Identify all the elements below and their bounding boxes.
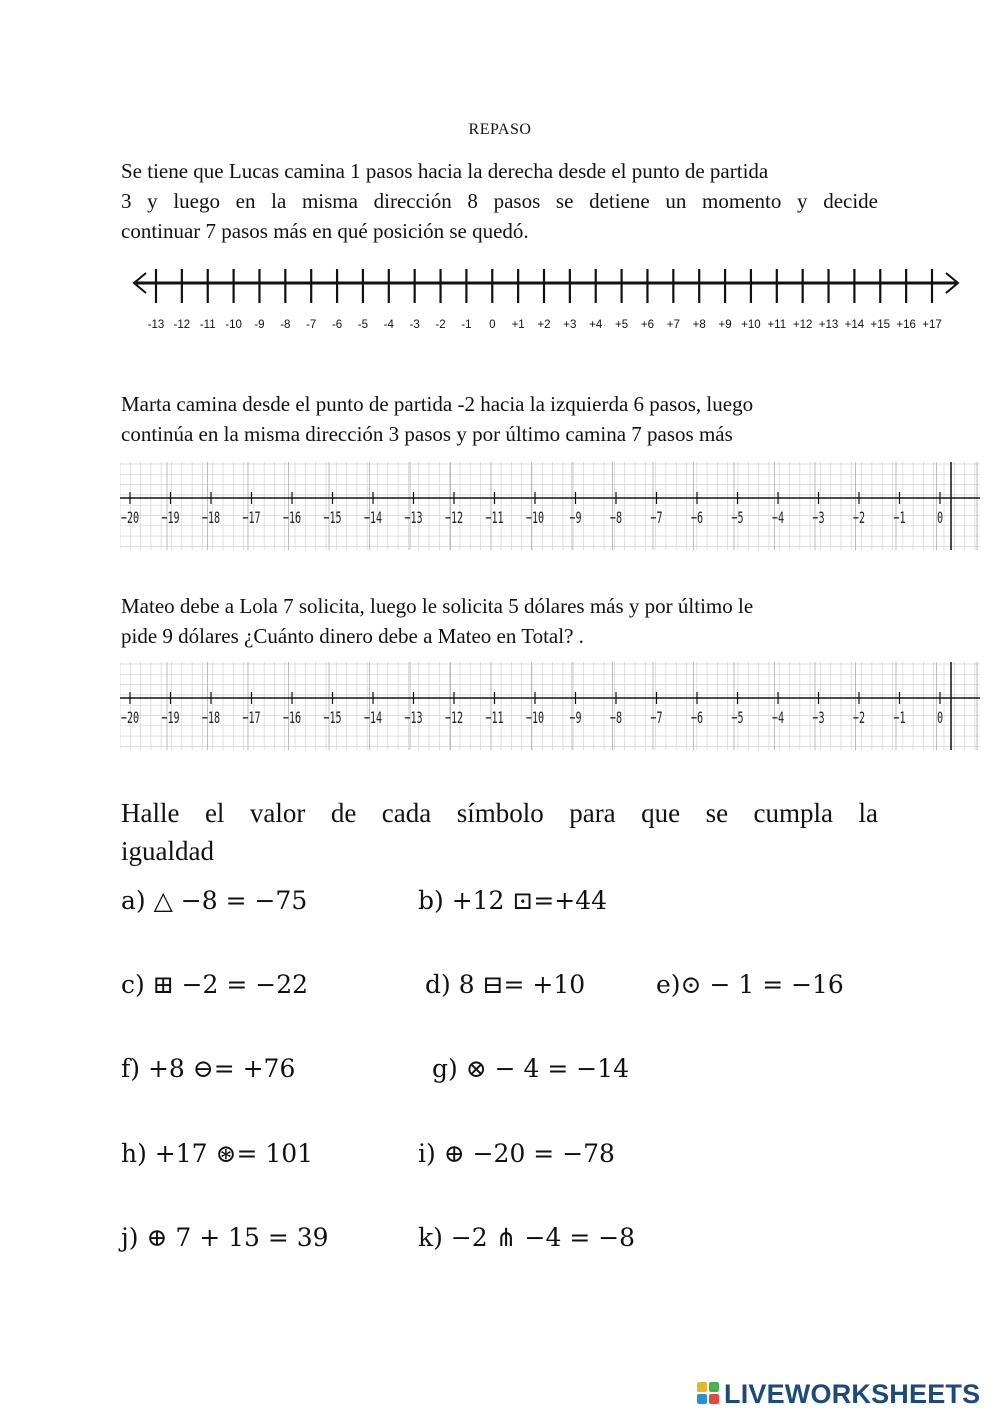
number-line-2-grid — [120, 462, 980, 550]
number-line-2-label: −12 — [444, 509, 464, 528]
number-line-2-label: −13 — [404, 509, 423, 528]
number-line-2-label: 0 — [936, 509, 944, 528]
equation-i: i) ⊕ −20 = −78 — [418, 1139, 615, 1168]
number-line-2-label: −9 — [569, 509, 582, 528]
number-line-1-label: -4 — [383, 319, 394, 331]
number-line-2-labels — [121, 510, 943, 528]
number-line-1-label: -3 — [409, 319, 420, 331]
number-line-1-ticks — [156, 269, 932, 303]
number-line-1-label: +9 — [718, 319, 732, 331]
problem-2-text — [121, 389, 878, 449]
number-line-3-label: −8 — [609, 709, 623, 728]
number-line-2-label: −5 — [731, 509, 744, 528]
number-line-1-label: +5 — [615, 319, 629, 331]
number-line-2-label: −15 — [323, 509, 342, 528]
number-line-3[interactable] — [120, 662, 980, 750]
number-line-3-label: −6 — [690, 709, 704, 728]
equation-f: f) +8 ⊖= +76 — [121, 1054, 296, 1083]
liveworksheets-logo[interactable] — [697, 1377, 980, 1411]
number-line-1-label: -11 — [199, 319, 216, 331]
instruction-text — [121, 794, 878, 870]
number-line-3-label: −9 — [569, 709, 582, 728]
number-line-3-label: −13 — [404, 709, 423, 728]
number-line-1-label: +12 — [792, 319, 813, 331]
number-line-2-label: −6 — [690, 509, 704, 528]
number-line-1-label: -13 — [147, 319, 165, 331]
number-line-2-label: −20 — [120, 509, 140, 528]
number-line-2-label: −1 — [893, 509, 906, 528]
number-line-3-label: −2 — [852, 709, 866, 728]
number-line-2-label: −16 — [282, 509, 302, 528]
number-line-3-labels — [121, 710, 943, 728]
number-line-2-label: −14 — [363, 509, 383, 528]
number-line-1-label: +3 — [563, 319, 577, 331]
number-line-3-label: −10 — [525, 709, 545, 728]
problem-2-line: Marta camina desde el punto de partida -2 hacia la izquierda 6 pasos, luego — [121, 392, 754, 416]
number-line-1-label: -8 — [280, 319, 291, 331]
number-line-1-label: -2 — [435, 319, 446, 331]
problem-3-line: Mateo debe a Lola 7 solicita, luego le solicita 5 dólares más y por último le — [121, 594, 754, 618]
number-line-1-label: +2 — [537, 319, 551, 331]
number-line-1-label: -5 — [357, 319, 369, 331]
number-line-3-label: −19 — [161, 709, 180, 728]
number-line-3-label: −4 — [771, 709, 785, 728]
number-line-1-label: +16 — [896, 319, 916, 331]
number-line-3-label: −3 — [812, 709, 825, 728]
number-line-1-label: +13 — [818, 319, 839, 331]
number-line-3-label: −15 — [323, 709, 342, 728]
number-line-1-label: -10 — [225, 319, 242, 331]
problem-3-line: pide 9 dólares ¿Cuánto dinero debe a Mateo en Total? . — [121, 624, 584, 648]
number-line-1-label: -12 — [173, 319, 191, 331]
equation-k: k) −2 ⋔ −4 = −8 — [418, 1223, 636, 1252]
number-line-3-label: 0 — [936, 709, 944, 728]
number-line-3-label: −7 — [650, 709, 663, 728]
problem-1-text — [121, 156, 878, 246]
number-line-2[interactable] — [120, 462, 980, 550]
number-line-1-label: -1 — [461, 319, 472, 331]
number-line-3-label: −1 — [893, 709, 906, 728]
number-line-1 — [0, 260, 1000, 340]
equation-h: h) +17 ⊛= 101 — [121, 1139, 314, 1168]
number-line-3-label: −12 — [444, 709, 464, 728]
problem-1-line: 3 y luego en la misma dirección 8 pasos se detiene un momento y decide — [121, 189, 878, 213]
number-line-1-labels — [148, 319, 942, 331]
problem-1-line: continuar 7 pasos más en qué posición se quedó. — [121, 219, 529, 243]
number-line-1-label: +10 — [741, 319, 761, 331]
number-line-1-label: +11 — [767, 319, 787, 331]
number-line-2-label: −10 — [525, 509, 545, 528]
problem-3-text — [121, 591, 878, 651]
number-line-1-label: +14 — [844, 319, 865, 331]
number-line-3-label: −11 — [485, 709, 504, 728]
equation-c: c) ⊞ −2 = −22 — [121, 970, 309, 999]
equation-j: j) ⊕ 7 + 15 = 39 — [121, 1223, 329, 1252]
number-line-3-label: −16 — [282, 709, 302, 728]
number-line-3-label: −5 — [731, 709, 744, 728]
number-line-1-label: -6 — [331, 319, 343, 331]
number-line-1-label: +1 — [511, 319, 525, 331]
number-line-1-label: +4 — [589, 319, 603, 331]
number-line-3-grid — [120, 662, 980, 750]
number-line-1-label: +17 — [922, 319, 942, 331]
number-line-1-label: +8 — [692, 319, 706, 331]
number-line-1-label: 0 — [489, 319, 496, 331]
instruction-line: Halle el valor de cada símbolo para que se cumpla la — [121, 798, 878, 828]
problem-2-line: continúa en la misma dirección 3 pasos y por último camina 7 pasos más — [121, 422, 733, 446]
number-line-2-label: −2 — [852, 509, 866, 528]
number-line-2-label: −4 — [771, 509, 785, 528]
number-line-1-label: -9 — [254, 319, 265, 331]
number-line-2-label: −17 — [242, 509, 261, 528]
number-line-1-label: +7 — [666, 319, 680, 331]
equation-e: e)⊙ − 1 = −16 — [656, 970, 844, 999]
liveworksheets-logo-icon — [697, 1382, 721, 1406]
number-line-3-label: −20 — [120, 709, 140, 728]
number-line-1-label: +15 — [870, 319, 891, 331]
page-title: REPASO — [468, 121, 532, 138]
number-line-2-label: −19 — [161, 509, 180, 528]
instruction-line: igualdad — [121, 836, 214, 866]
number-line-2-label: −11 — [485, 509, 504, 528]
number-line-3-label: −18 — [201, 709, 221, 728]
equation-b: b) +12 ⊡=+44 — [418, 886, 608, 915]
number-line-3-label: −17 — [242, 709, 261, 728]
number-line-2-label: −3 — [812, 509, 825, 528]
number-line-2-label: −18 — [201, 509, 221, 528]
equation-a: a) △ −8 = −75 — [121, 886, 308, 915]
problem-1-line: Se tiene que Lucas camina 1 pasos hacia la derecha desde el punto de partida — [121, 159, 769, 183]
equation-d: d) 8 ⊟= +10 — [425, 970, 586, 999]
number-line-1-label: +6 — [640, 319, 655, 331]
number-line-2-label: −8 — [609, 509, 623, 528]
equation-g: g) ⊗ − 4 = −14 — [432, 1054, 629, 1083]
number-line-1-label: -7 — [306, 319, 317, 331]
number-line-2-label: −7 — [650, 509, 663, 528]
liveworksheets-logo-text: LIVEWORKSHEETS — [724, 1378, 981, 1409]
number-line-3-label: −14 — [363, 709, 383, 728]
